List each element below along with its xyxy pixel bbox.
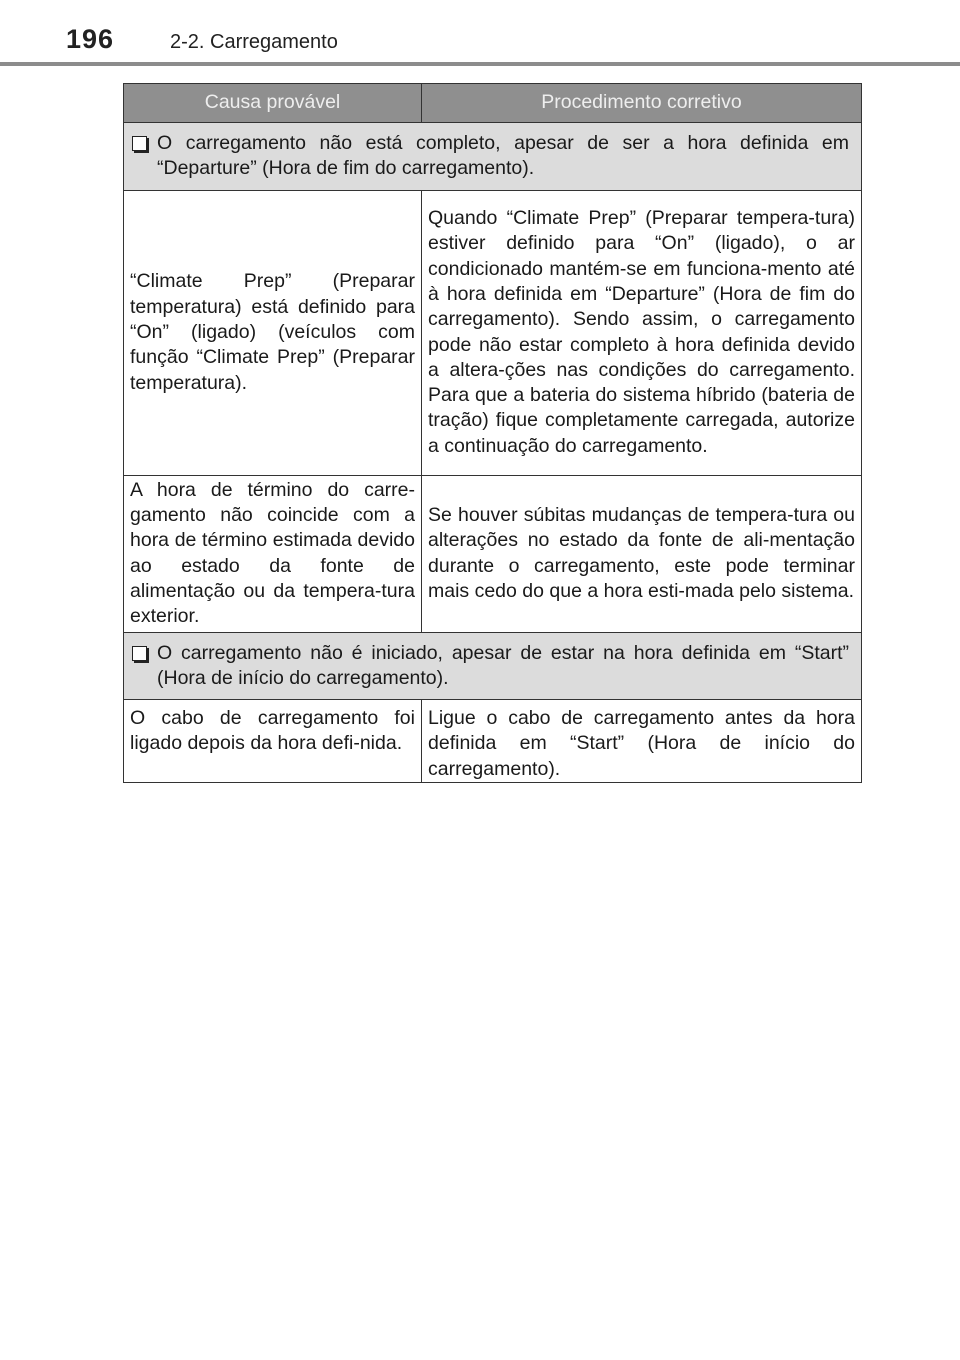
- remedy-cell: Quando “Climate Prep” (Preparar tempera-tura) estiver definido para “On” (ligado), o ar condicionado mantém-se em funciona-mento até à hora definida em “Departure” (Hora de fim do carregamento). Sendo assim, o carregamento pode não estar completo à hora definida devido a altera-ções nas condições do carregamento. Para que a bateria do sistema híbrido (bateria de tração) fique completamente carregada, autorize a continuação do carregamento.: [422, 190, 862, 475]
- remedy-cell: Ligue o cabo de carregamento antes da hora definida em “Start” (Hora de início do carregamento).: [422, 700, 862, 783]
- remedy-cell: Se houver súbitas mudanças de tempera-tura ou alterações no estado da fonte de ali-mentação durante o carregamento, este pode terminar mais cedo do que a hora esti-mada pelo sistema.: [422, 475, 862, 632]
- column-header-cause: Causa provável: [124, 84, 422, 123]
- table-row: [124, 475, 862, 632]
- header-divider: [0, 62, 960, 66]
- column-header-remedy: Procedimento corretivo: [422, 84, 862, 123]
- cause-cell: O cabo de carregamento foi ligado depois da hora defi-nida.: [124, 700, 422, 783]
- checkbox-bullet-icon: [132, 136, 147, 151]
- page-header: [0, 0, 960, 70]
- symptom-row: [124, 123, 862, 191]
- checkbox-bullet-icon: [132, 646, 147, 661]
- page-number: 196: [66, 24, 115, 54]
- symptom-cell: [124, 123, 862, 191]
- symptom-row: [124, 632, 862, 700]
- cause-cell: “Climate Prep” (Preparar temperatura) está definido para “On” (ligado) (veículos com função “Climate Prep” (Preparar temperatura).: [124, 190, 422, 475]
- troubleshooting-table: [123, 83, 862, 783]
- table-row: [124, 190, 862, 475]
- symptom-text: O carregamento não é iniciado, apesar de estar na hora definida em “Start” (Hora de início do carregamento).: [157, 641, 849, 689]
- table-header-row: [124, 84, 862, 123]
- symptom-cell: [124, 632, 862, 700]
- cause-cell: A hora de término do carre-gamento não coincide com a hora de término estimada devido ao estado da fonte de alimentação ou da tempera-tura exterior.: [124, 475, 422, 632]
- symptom-text: O carregamento não está completo, apesar de ser a hora definida em “Departure” (Hora de fim do carregamento).: [157, 132, 849, 180]
- table-row: [124, 700, 862, 783]
- section-title: 2-2. Carregamento: [170, 31, 338, 53]
